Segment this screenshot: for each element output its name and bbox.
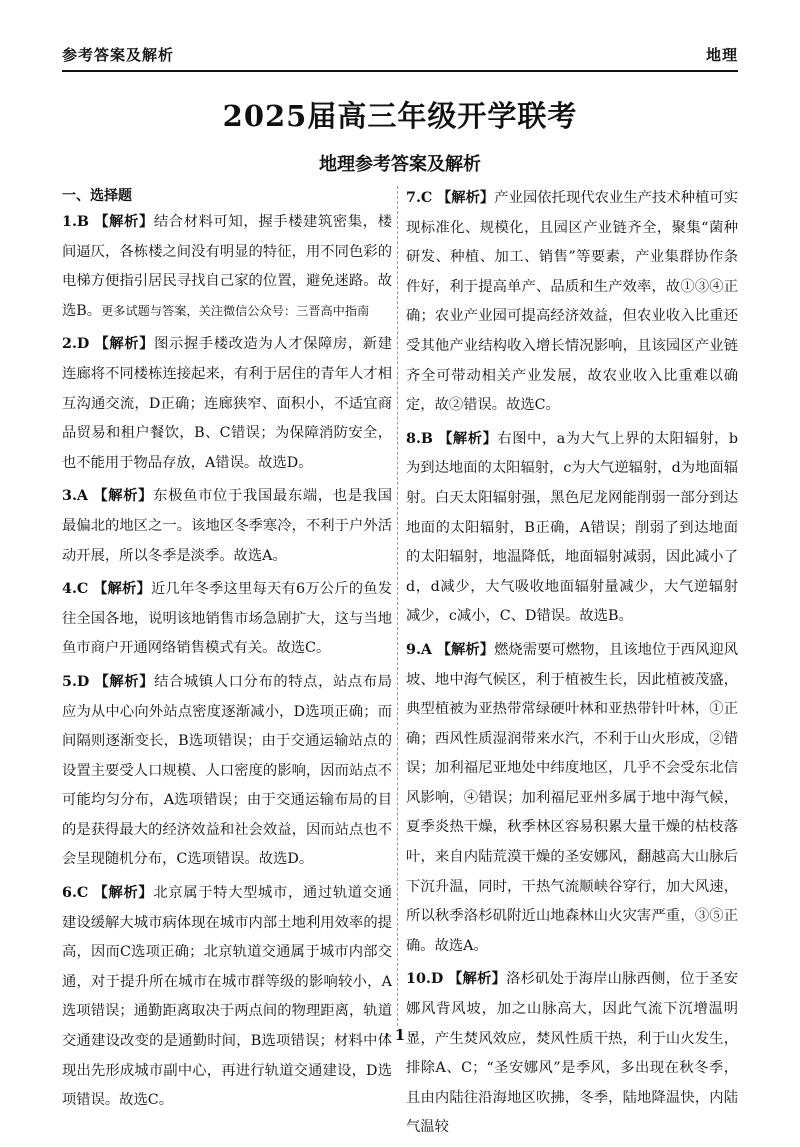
analysis-tag: 【解析】 [436,190,495,206]
answer-number: 8.B [406,430,434,447]
page-header [62,40,738,72]
analysis-tag: 【解析】 [448,971,507,988]
answer-number: 6.C [62,885,89,902]
answer-item-2 [62,330,392,478]
answer-text: 结合城镇人口分布的特点，站点布局应为从中心向外站点密度逐渐减小，D选项正确；而间隔则逐渐变长，B选项错误；由于交通运输站点的设置主要受人口规模、人口密度的影响，因而站点不可能均匀分布，A选项错误；由于交通运输布局的目的是获得最大的经济效益和社会效益，因而站点也不会呈现随机分布，C选项错误。故选D。 [62,673,392,868]
answer-text: 燃烧需要可燃物，且该地位于西风迎风坡、地中海气候区，利于植被生长，因此植被茂盛，典型植被为亚热带常绿硬叶林和亚热带针叶林，①正确；西风性质湿润带来水汽，不利于山火形成，②错误；加利福尼亚地处中纬度地区，几乎不会受东北信风影响，④错误；加利福尼亚州多属于地中海气候，夏季炎热干燥，秋季林区容易积累大量干燥的枯枝落叶，来自内陆荒漠干燥的圣安娜风，翻越高大山脉后下沉升温，同时，干热气流顺峡谷穿行，加大风速，所以秋季洛杉矶附近山地森林山火灾害严重，③⑤正确。故选A。 [406,641,739,954]
answer-item-9 [406,636,738,962]
answer-item-6 [62,879,392,1116]
analysis-tag: 【解析】 [93,488,154,505]
answer-text: 图示握手楼改造为人才保障房，新建连廊将不同楼栋连接起来，有利于居住的青年人才相互沟通交流，D正确；连廊狭窄、面积小，不适宜商品贸易和租户餐饮，B、C错误；为保障消防安全，也不能用于物品存放，A错误。故选D。 [62,336,392,471]
answer-item-8 [406,425,738,632]
answer-text: 产业园依托现代农业生产技术种植可实现标准化、规模化，且园区产业链齐全，聚集“菌种研发、种植、加工、销售”等要素，产业集群协作条件好，利于提高单产、品质和生产效率，故①③④正确；农业产业园可提高经济效益，但农业收入比重还受其他产业结构收入增长情况影响，且该园区产业链齐全可带动相关产业发展，故农业收入比重难以确定，故②错误。故选C。 [406,190,739,414]
analysis-tag: 【解析】 [436,641,495,658]
answer-number: 1.B [62,214,90,230]
right-column [406,184,738,1147]
answer-item-7 [406,184,738,421]
answer-number: 2.D [62,336,90,353]
left-column [62,184,392,1120]
section-title: 一、选择题 [62,188,132,204]
answer-number: 5.D [62,673,90,690]
analysis-tag: 【解析】 [94,336,155,353]
answer-item-3 [62,482,392,571]
analysis-tag: 【解析】 [438,430,498,447]
answer-text: 东极鱼市位于我国最东端，也是我国最偏北的地区之一。该地区冬季寒冷，不利于户外活动开展，所以冬季是淡季。故选A。 [62,488,393,564]
answer-text: 北京属于特大型城市，通过轨道交通建设缓解大城市病体现在城市内部土地利用效率的提高，因而C选项正确；北京轨道交通属于城市内部交通，对于提升所在城市在城市群等级的影响较小，A选项错误；通勤距离取决于两点间的物理距离，轨道交通建设改变的是通勤时间，B选项错误；材料中体现出先形成城市副中心，再进行轨道交通建设，D选项错误。故选C。 [62,885,393,1109]
page-number: · 1 · [384,1026,416,1044]
answer-text: 洛杉矶处于海岸山脉西侧，位于圣安娜风背风坡，加之山脉高大，因此气流下沉增温明显，产生焚风效应，焚风性质干热，利于山火发生，排除A、C；“圣安娜风”是季风，多出现在秋冬季，且由内陆往沿海地区吹拂，冬季，陆地降温快，内陆气温较 [406,971,739,1136]
answer-text: 结合材料可知，握手楼建筑密集，楼间逼仄，各栋楼之间没有明显的特征，用不同色彩的电梯方便指引居民寻找自己家的位置，避免迷路。故选B。 [62,214,392,319]
answer-number: 10.D [406,971,444,988]
answer-item-5 [62,668,392,875]
analysis-tag: 【解析】 [93,885,154,902]
header-subject-label: 地理 [705,46,738,64]
answer-number: 7.C [406,190,433,206]
answer-text: 近几年冬季这里每天有6万公斤的鱼发往全国各地，说明该地销售市场急剧扩大，这与当地鱼市商户开通网络销售模式有关。故选C。 [62,581,392,657]
header-left-label: 参考答案及解析 [62,46,175,64]
answer-text: 右图中，a为大气上界的太阳辐射，b为到达地面的太阳辐射，c为大气逆辐射，d为地面辐射。白天太阳辐射强，黑色尼龙网能削弱一部分到达地面的太阳辐射，B正确，A错误；削弱了到达地面的太阳辐射，地温降低，地面辐射减弱，因此减小了d，d减少，大气吸收地面辐射量减少，大气逆辐射减少，c减小，C、D错误。故选B。 [406,430,738,625]
answer-item-1 [62,208,392,326]
answer-number: 9.A [406,641,433,658]
analysis-tag: 【解析】 [94,214,154,230]
answer-item-4 [62,575,392,664]
answer-number: 4.C [62,581,89,598]
document-title: 2025届高三年级开学联考 [222,99,578,133]
answer-number: 3.A [62,488,89,505]
analysis-tag: 【解析】 [94,673,155,690]
answer-item-10 [406,965,738,1143]
analysis-tag: 【解析】 [93,581,152,598]
column-divider [397,186,398,1026]
promo-text: 更多试题与答案，关注微信公众号：三晋高中指南 [101,303,370,318]
document-subtitle: 地理参考答案及解析 [319,154,481,175]
